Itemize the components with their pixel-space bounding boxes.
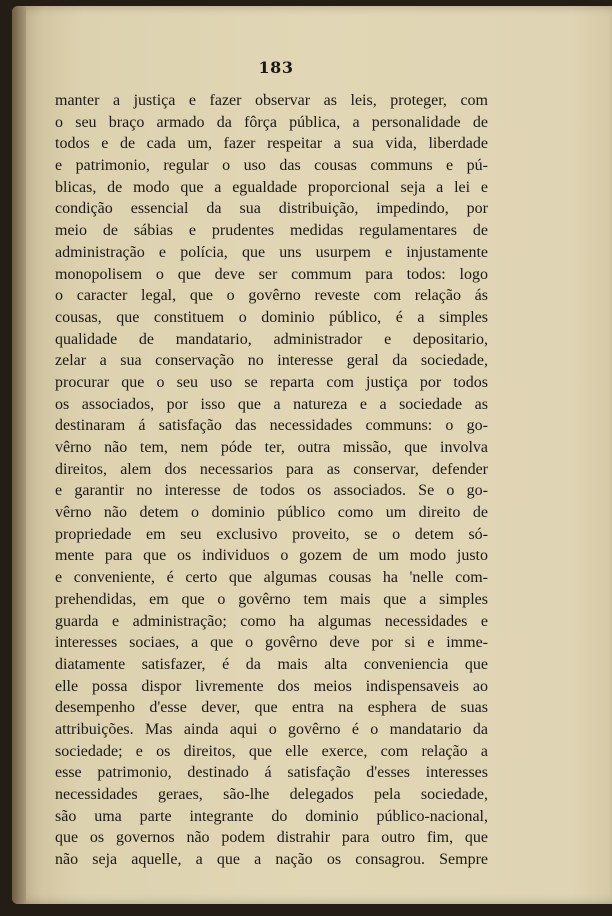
text-line: e conveniente, é certo que algumas cousas ha 'nelle com- (55, 569, 488, 587)
text-line: interesses sociaes, a que o govêrno deve por si e imme- (55, 634, 488, 652)
text-line: mente para que os individuos o gozem de um modo justo (55, 547, 488, 565)
text-line: procurar que o seu uso se reparta com justiça por todos (55, 373, 488, 391)
text-line: zelar a sua conservação no interesse geral da sociedade, (55, 352, 488, 370)
text-line: vêrno não detem o dominio público como um direito de (55, 504, 488, 522)
text-line: blicas, de modo que a egualdade proporcional seja a lei e (55, 178, 488, 196)
text-line: direitos, alem dos necessarios para as conservar, defender (55, 460, 488, 478)
text-line: destinaram á satisfação das necessidades communs: o go- (55, 417, 488, 435)
text-line: qualidade de mandatario, administrador e depositario, (55, 330, 488, 348)
text-line: e patrimonio, regular o uso das cousas communs e pú- (55, 157, 488, 175)
text-line: attribuições. Mas ainda aqui o govêrno é o mandatario da (55, 720, 488, 738)
text-line: manter a justiça e fazer observar as leis, proteger, com (55, 92, 488, 109)
text-line: desempenho d'esse dever, que entra na esphera de suas (55, 699, 488, 717)
text-line: diatamente satisfazer, é da mais alta conveniencia que (55, 655, 488, 673)
text-line: elle possa dispor livremente dos meios indispensaveis ao (55, 677, 488, 695)
text-line: meio de sábias e prudentes medidas regulamentares de (55, 222, 488, 240)
text-line: propriedade em seu exclusivo proveito, se o detem só- (55, 525, 488, 543)
text-line: prehendidas, em que o govêrno tem mais que a simples (55, 590, 488, 608)
text-line: condição essencial da sua distribuição, impedindo, por (55, 200, 488, 218)
page-gutter (12, 6, 26, 904)
text-line: o seu braço armado da fôrça pública, a personalidade de (55, 113, 488, 131)
text-line: cousas, que constituem o dominio público, é a simples (55, 308, 488, 326)
text-line: esse patrimonio, destinado á satisfação d'esses interesses (55, 764, 488, 782)
text-line: não seja aquelle, a que a nação os consagrou. Sempre (55, 851, 488, 869)
text-line: sociedade; e os direitos, que elle exerce, com relação a (55, 742, 488, 760)
text-line: todos e de cada um, fazer respeitar a sua vida, liberdade (55, 135, 488, 153)
text-line: o caracter legal, que o govêrno reveste com relação ás (55, 287, 488, 305)
text-line: são uma parte integrante do dominio público-nacional, (55, 807, 488, 825)
text-line: monopolisem o que deve ser commum para todos: logo (55, 265, 488, 283)
text-line: e garantir no interesse de todos os associados. Se o go- (55, 482, 488, 500)
text-line: vêrno não tem, nem póde ter, outra missão, que involva (55, 439, 488, 456)
text-line: guarda e administração; como ha algumas necessidades e (55, 612, 488, 630)
body-text (55, 90, 488, 871)
page-number: 183 (258, 58, 294, 77)
text-line: que os governos não podem distrahir para outro fim, que (55, 829, 488, 847)
text-line: administração e polícia, que uns usurpem e injustamente (55, 243, 488, 261)
text-line: necessidades geraes, são-lhe delegados pela sociedade, (55, 786, 488, 803)
text-line: os associados, por isso que a natureza e a sociedade as (55, 395, 488, 413)
